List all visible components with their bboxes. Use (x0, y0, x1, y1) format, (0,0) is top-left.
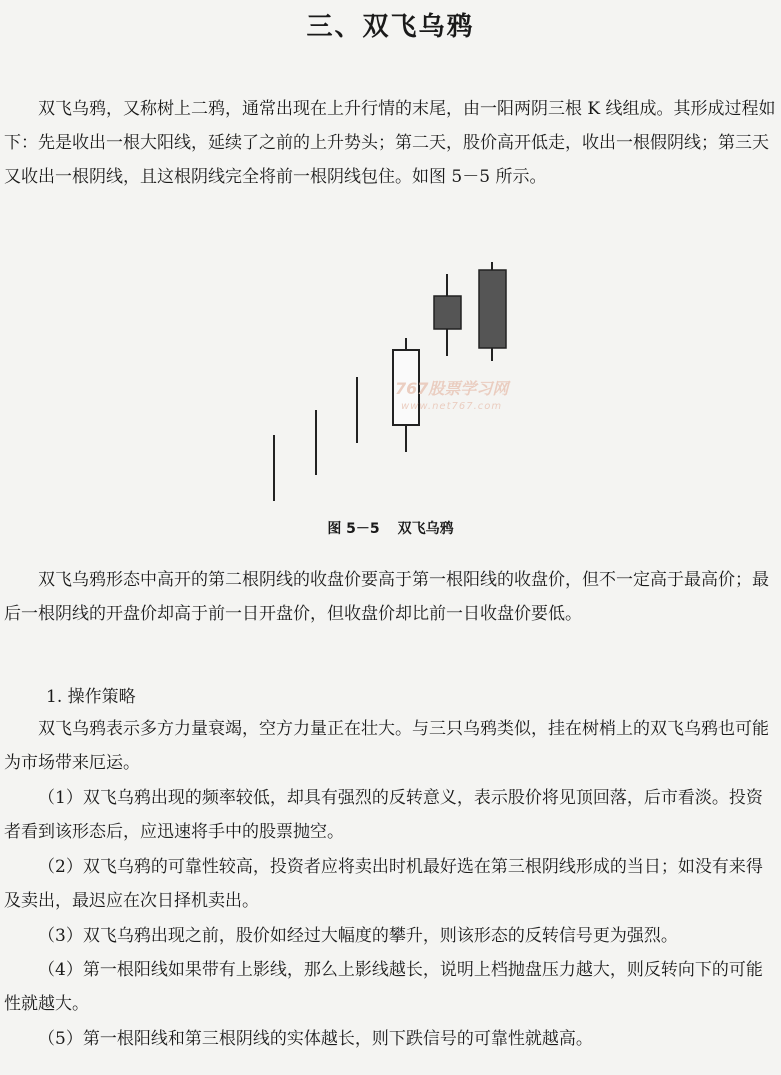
site-watermark (395, 380, 545, 416)
strategy-point-1: （1）双飞乌鸦出现的频率较低，却具有强烈的反转意义，表示股价将见顶回落，后市看淡。投资者看到该形态后，应迅速将手中的股票抛空。 (4, 788, 763, 842)
caption-number: 图 5－5 (327, 521, 380, 537)
strategy-paragraph: 双飞乌鸦表示多方力量衰竭，空方力量正在壮大。与三只乌鸦类似，挂在树梢上的双飞乌鸦也可能为市场带来厄运。 (4, 719, 769, 773)
strategy-point-5: （5）第一根阳线和第三根阴线的实体越长，则下跌信号的可靠性就越高。 (38, 1029, 593, 1049)
figure-caption (0, 518, 781, 538)
yin-candle-1-body (434, 296, 461, 329)
yin-candle-2-body (479, 270, 506, 348)
caption-title: 双飞乌鸦 (397, 521, 454, 537)
intro-paragraph: 双飞乌鸦，又称树上二鸦，通常出现在上升行情的末尾，由一阳两阴三根 K 线组成。其形成过程如下：先是收出一根大阳线，延续了之前的上升势头；第二天，股价高开低走，收出一根假阴线；第三天又收出一根阴线，且这根阴线完全将前一根阴线包住。如图 5－5 所示。 (4, 99, 776, 187)
description-paragraph: 双飞乌鸦形态中高开的第二根阴线的收盘价要高于第一根阳线的收盘价，但不一定高于最高价；最后一根阴线的开盘价却高于前一日开盘价，但收盘价却比前一日收盘价要低。 (4, 570, 769, 624)
section-title: 三、双飞乌鸦 (306, 12, 475, 42)
strategy-point-2: （2）双飞乌鸦的可靠性较高，投资者应将卖出时机最好选在第三根阴线形成的当日；如没有来得及卖出，最迟应在次日择机卖出。 (4, 857, 763, 911)
strategy-point-4: （4）第一根阳线如果带有上影线，那么上影线越长，说明上档抛盘压力越大，则反转向下的可能性就越大。 (4, 960, 763, 1014)
strategy-point-3: （3）双飞乌鸦出现之前，股价如经过大幅度的攀升，则该形态的反转信号更为强烈。 (38, 926, 678, 946)
watermark-url: www.net767.com (401, 401, 503, 412)
strategy-heading: 1. 操作策略 (46, 687, 136, 707)
watermark-name: 767股票学习网 (395, 379, 509, 398)
